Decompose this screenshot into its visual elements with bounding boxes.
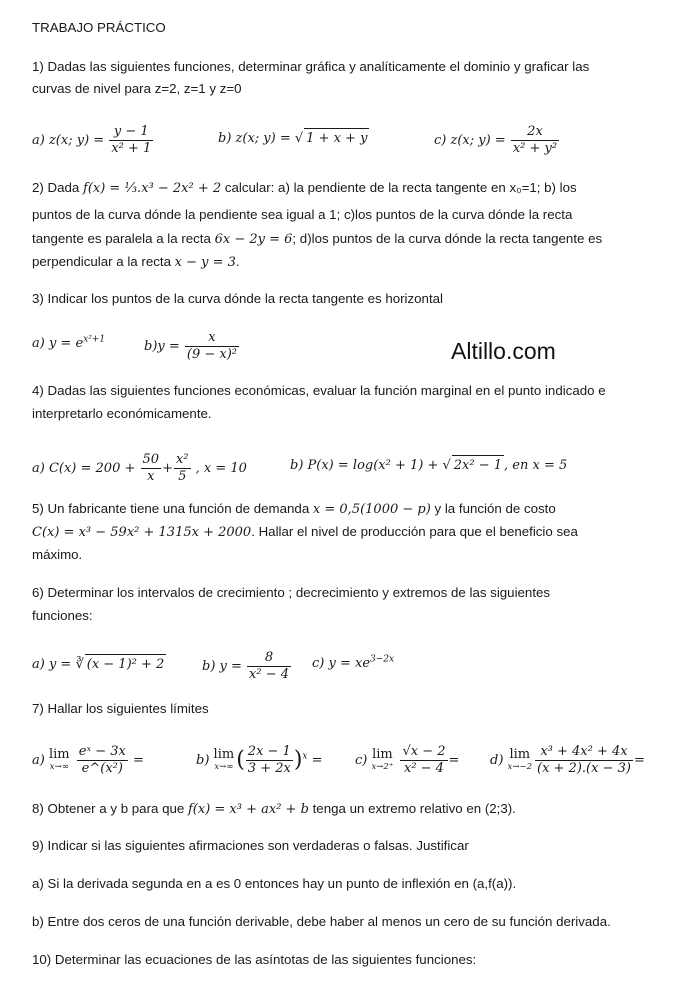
q2-line2: puntos de la curva dónde la pendiente sea igual a 1; c)los puntos de la curva dónde la recta <box>32 207 573 222</box>
q5-line3: máximo. <box>32 547 83 562</box>
q4-formula-b: b) P(x) = log(x² + 1) + √ 2x² − 1 , en x = 5 <box>290 455 567 476</box>
q5-line2: C(x) = x³ − 59x² + 1315x + 2000. Hallar el nivel de producción para que el beneficio sea <box>32 524 578 540</box>
document-title: TRABAJO PRÁCTICO <box>32 20 166 35</box>
q3-b-fraction: $\frac{x}{\text{(9 − x)²}}$ <box>186 330 238 362</box>
q7-limit-c: c) lim x→2⁺ $\frac{√x - 2}{\text{x² − 4}}$ = <box>355 744 460 776</box>
q1-formula-a: a) z(x; y) = $\frac{y - 1}{\text{x² + 1}}$ <box>32 124 152 156</box>
q4-a-fraction-2: $\frac{\text{x²}}{5}$ <box>175 452 189 484</box>
q10-text: 10) Determinar las ecuaciones de las asíntotas de las siguientes funciones: <box>32 952 477 967</box>
q1-line2: curvas de nivel para z=2, z=1 y z=0 <box>32 81 242 96</box>
q5-line1: 5) Un fabricante tiene una función de demanda x = 0,5(1000 − p) y la función de costo <box>32 501 556 517</box>
q9-text: 9) Indicar si las siguientes afirmaciones son verdaderas o falsas. Justificar <box>32 838 469 853</box>
q8-text: 8) Obtener a y b para que f(x) = x³ + ax² + b tenga un extremo relativo en (2;3). <box>32 801 516 817</box>
q6-formula-c: c) $y = xe^{3-2x}$ <box>312 654 395 671</box>
q4-line2: interpretarlo económicamente. <box>32 406 212 421</box>
watermark-altillo: Altillo.com <box>451 338 556 364</box>
q1-a-fraction: $\frac{y - 1}{\text{x² + 1}}$ <box>111 124 152 156</box>
q3-formula-b: b)y = $\frac{x}{\text{(9 − x)²}}$ <box>144 330 238 362</box>
q1-c-fraction: $\frac{2x}{\text{x² + y²}}$ <box>512 124 558 156</box>
q6-formula-b: b) y = $\frac{8}{\text{x² − 4}}$ <box>202 650 290 682</box>
q3-formula-a: a) $y = e^{x^2+1}$ <box>32 334 106 351</box>
q9-a: a) Si la derivada segunda en a es 0 entonces hay un punto de inflexión en (a,f(a)). <box>32 876 517 891</box>
q2-line3: tangente es paralela a la recta 6x − 2y = 6; d)los puntos de la curva dónde la recta tangente es <box>32 231 603 247</box>
q7-text: 7) Hallar los siguientes límites <box>32 701 209 716</box>
q3-text: 3) Indicar los puntos de la curva dónde la recta tangente es horizontal <box>32 291 443 306</box>
q7-limit-a: a) lim x→∞ $\frac{\text{eˣ − 3x}}{\text{e\textasciicircum{}(x²)}}$ = <box>32 744 144 776</box>
q6-b-fraction: $\frac{8}{\text{x² − 4}}$ <box>249 650 290 682</box>
q9-b: b) Entre dos ceros de una función derivable, debe haber al menos un cero de su función derivada. <box>32 914 611 929</box>
q4-formula-a: a) C(x) = 200 + $\frac{50}{x}$ + $\frac{\text{x²}}{5}$ , x = 10 <box>32 452 247 484</box>
q4-line1: 4) Dadas las siguientes funciones económicas, evaluar la función marginal en el punto indicado e <box>32 383 606 398</box>
q2-line1: 2) Dada f(x) = ⅓.x³ − 2x² + 2 calcular: a) la pendiente de la recta tangente en x₀=1; b) los <box>32 180 577 196</box>
q6-formula-a: a) y = ∛ (x − 1)² + 2 <box>32 654 166 675</box>
q1-formula-c: c) z(x; y) = $\frac{2x}{\text{x² + y²}}$ <box>434 124 558 156</box>
q6-line2: funciones: <box>32 608 93 623</box>
q6-line1: 6) Determinar los intervalos de crecimiento ; decrecimiento y extremos de las siguientes <box>32 585 551 600</box>
q7-limit-b: b) lim x→∞ ( $\frac{2x - 1}{3 + 2x}$ )$^x$ = <box>196 744 323 776</box>
q2-line4: perpendicular a la recta x − y = 3. <box>32 254 240 270</box>
q1-line1: 1) Dadas las siguientes funciones, determinar gráfica y analíticamente el dominio y graficar las <box>32 59 590 74</box>
q4-a-fraction-1: $\frac{50}{x}$ <box>142 452 160 484</box>
q1-formula-b: b) z(x; y) = √ 1 + x + y <box>218 128 369 149</box>
q7-limit-d: d) lim x→−2 $\frac{\text{x³ + 4x² + 4x}}{(x + 2).(x - 3)}$ = <box>490 744 645 776</box>
